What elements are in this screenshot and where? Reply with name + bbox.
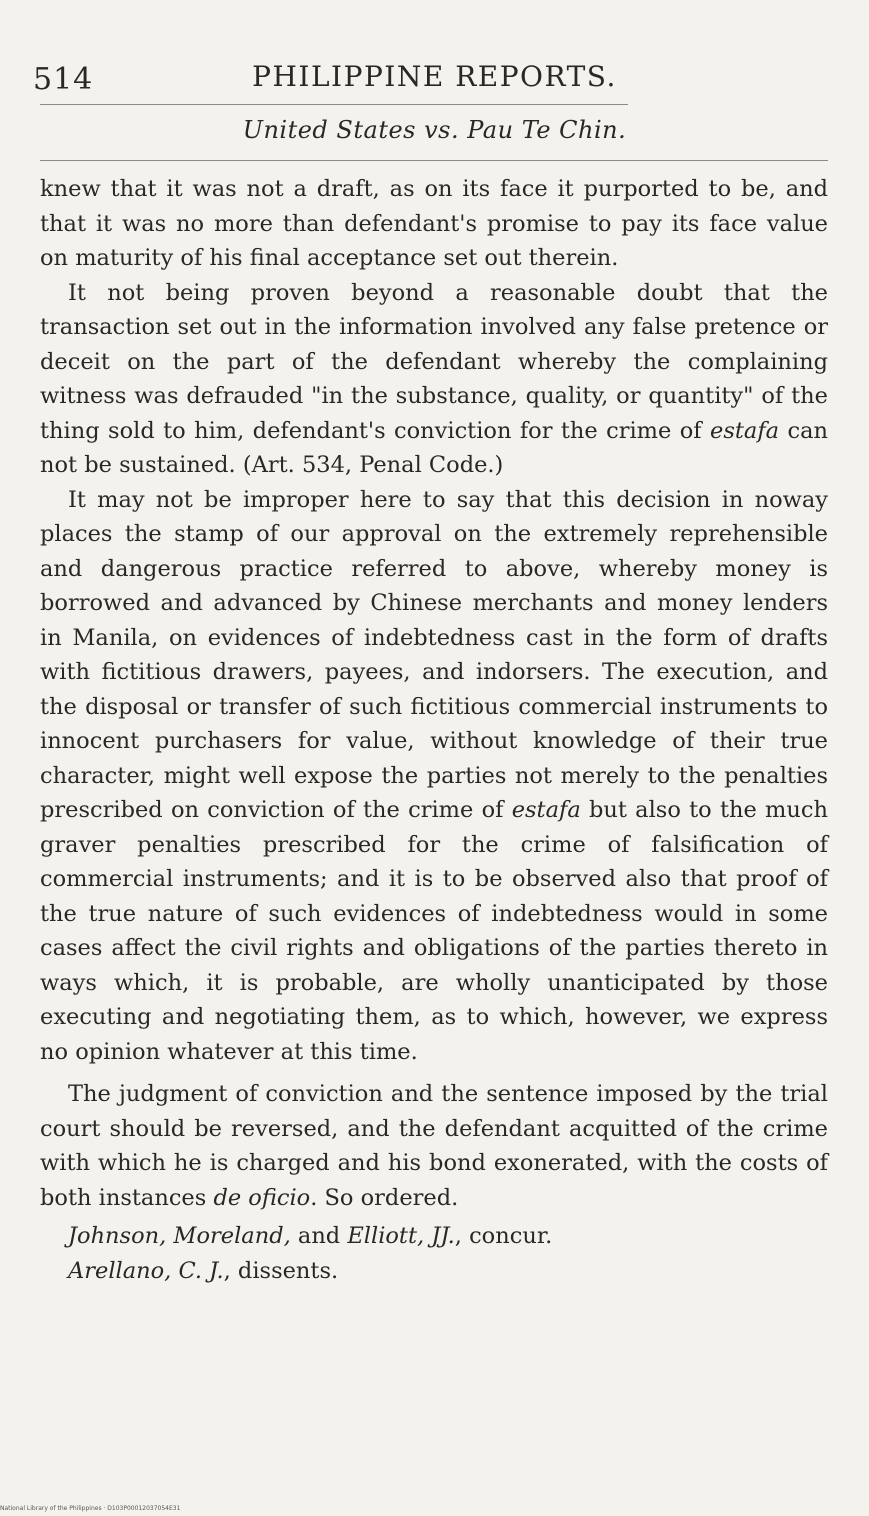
paragraph-continuation: knew that it was not a draft, as on its face it purported to be, and that it was no more than defendant's promise to pay its face value on maturity of his final acceptance set out therein. — [40, 176, 828, 271]
dissent-line: Arellano, C. J., dissents. — [68, 1257, 339, 1284]
concurrence-line: Johnson, Moreland, and Elliott, JJ., concur. — [68, 1223, 553, 1249]
case-title: United States vs. Pau Te Chin. — [242, 116, 627, 144]
body-text — [40, 172, 828, 1288]
paragraph-judgment: The judgment of conviction and the sentence imposed by the trial court should be reversed, and the defendant acquitted of the crime with which he is charged and his bond exonerated, with the costs of both instances de oficio. So ordered. — [40, 1081, 828, 1211]
scan-source-label: National Library of the Philippines · D103P00012037054E31 — [0, 1505, 181, 1512]
header-rule — [40, 104, 628, 105]
page-number: 514 — [33, 62, 94, 97]
case-title-rule — [40, 160, 828, 161]
running-title: PHILIPPINE REPORTS. — [252, 60, 617, 93]
paragraph-practice-warning: It may not be improper here to say that this decision in noway places the stamp of our approval on the extremely reprehensible and dangerous practice referred to above, whereby money is borrowed and advanced by Chinese merchants and money lenders in Manila, on evidences of indebtedness cast in the form of drafts with fictitious drawers, payees, and indorsers. The execution, and the disposal or transfer of such fictitious commercial instruments to innocent purchasers for value, without knowledge of their true character, might well expose the parties not merely to the penalties prescribed on conviction of the crime of estafa but also to the much graver penalties prescribed for the crime of falsification of commercial instruments; and it is to be observed also that proof of the true nature of such evidences of indebtedness would in some cases affect the civil rights and obligations of the parties thereto in ways which, it is probable, are wholly unanticipated by those executing and negotiating them, as to which, however, we express no opinion whatever at this time. — [40, 486, 828, 1065]
paragraph-estafa-not-sustained: It not being proven beyond a reasonable doubt that the transaction set out in the information involved any false pretence or deceit on the part of the defendant whereby the complaining witness was defrauded "in the substance, quality, or quantity" of the thing sold to him, defendant's conviction for the crime of estafa can not be sustained. (Art. 534, Penal Code.) — [40, 279, 828, 478]
